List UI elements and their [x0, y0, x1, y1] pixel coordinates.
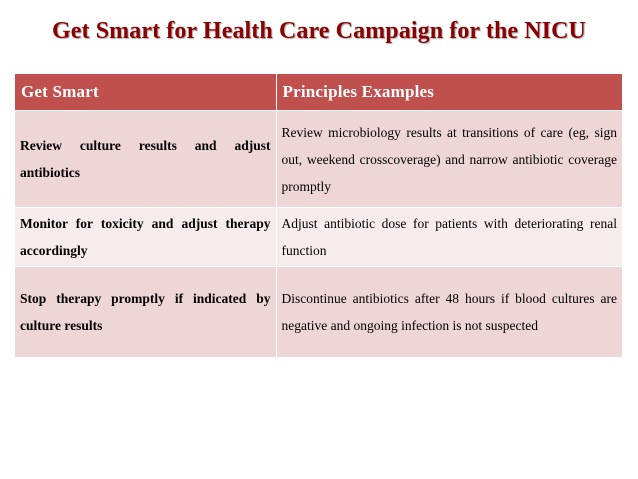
table-row	[15, 267, 622, 358]
table-header-row	[15, 74, 622, 111]
get-smart-cell: Review culture results and adjust antibiotics	[15, 111, 276, 208]
slide-title: Get Smart for Health Care Campaign for the NICU	[52, 18, 586, 44]
column-header-get-smart: Get Smart	[15, 74, 276, 111]
get-smart-table	[15, 74, 622, 357]
principles-examples-cell: Adjust antibiotic dose for patients with deteriorating renal function	[276, 208, 622, 267]
get-smart-cell: Monitor for toxicity and adjust therapy accordingly	[15, 208, 276, 267]
principles-examples-cell: Review microbiology results at transitions of care (eg, sign out, weekend crosscoverage) and narrow antibiotic coverage promptly	[276, 111, 622, 208]
table-row	[15, 111, 622, 208]
column-header-principles-examples: Principles Examples	[276, 74, 622, 111]
get-smart-cell: Stop therapy promptly if indicated by culture results	[15, 267, 276, 358]
principles-examples-cell: Discontinue antibiotics after 48 hours if blood cultures are negative and ongoing infection is not suspected	[276, 267, 622, 358]
table-row	[15, 208, 622, 267]
